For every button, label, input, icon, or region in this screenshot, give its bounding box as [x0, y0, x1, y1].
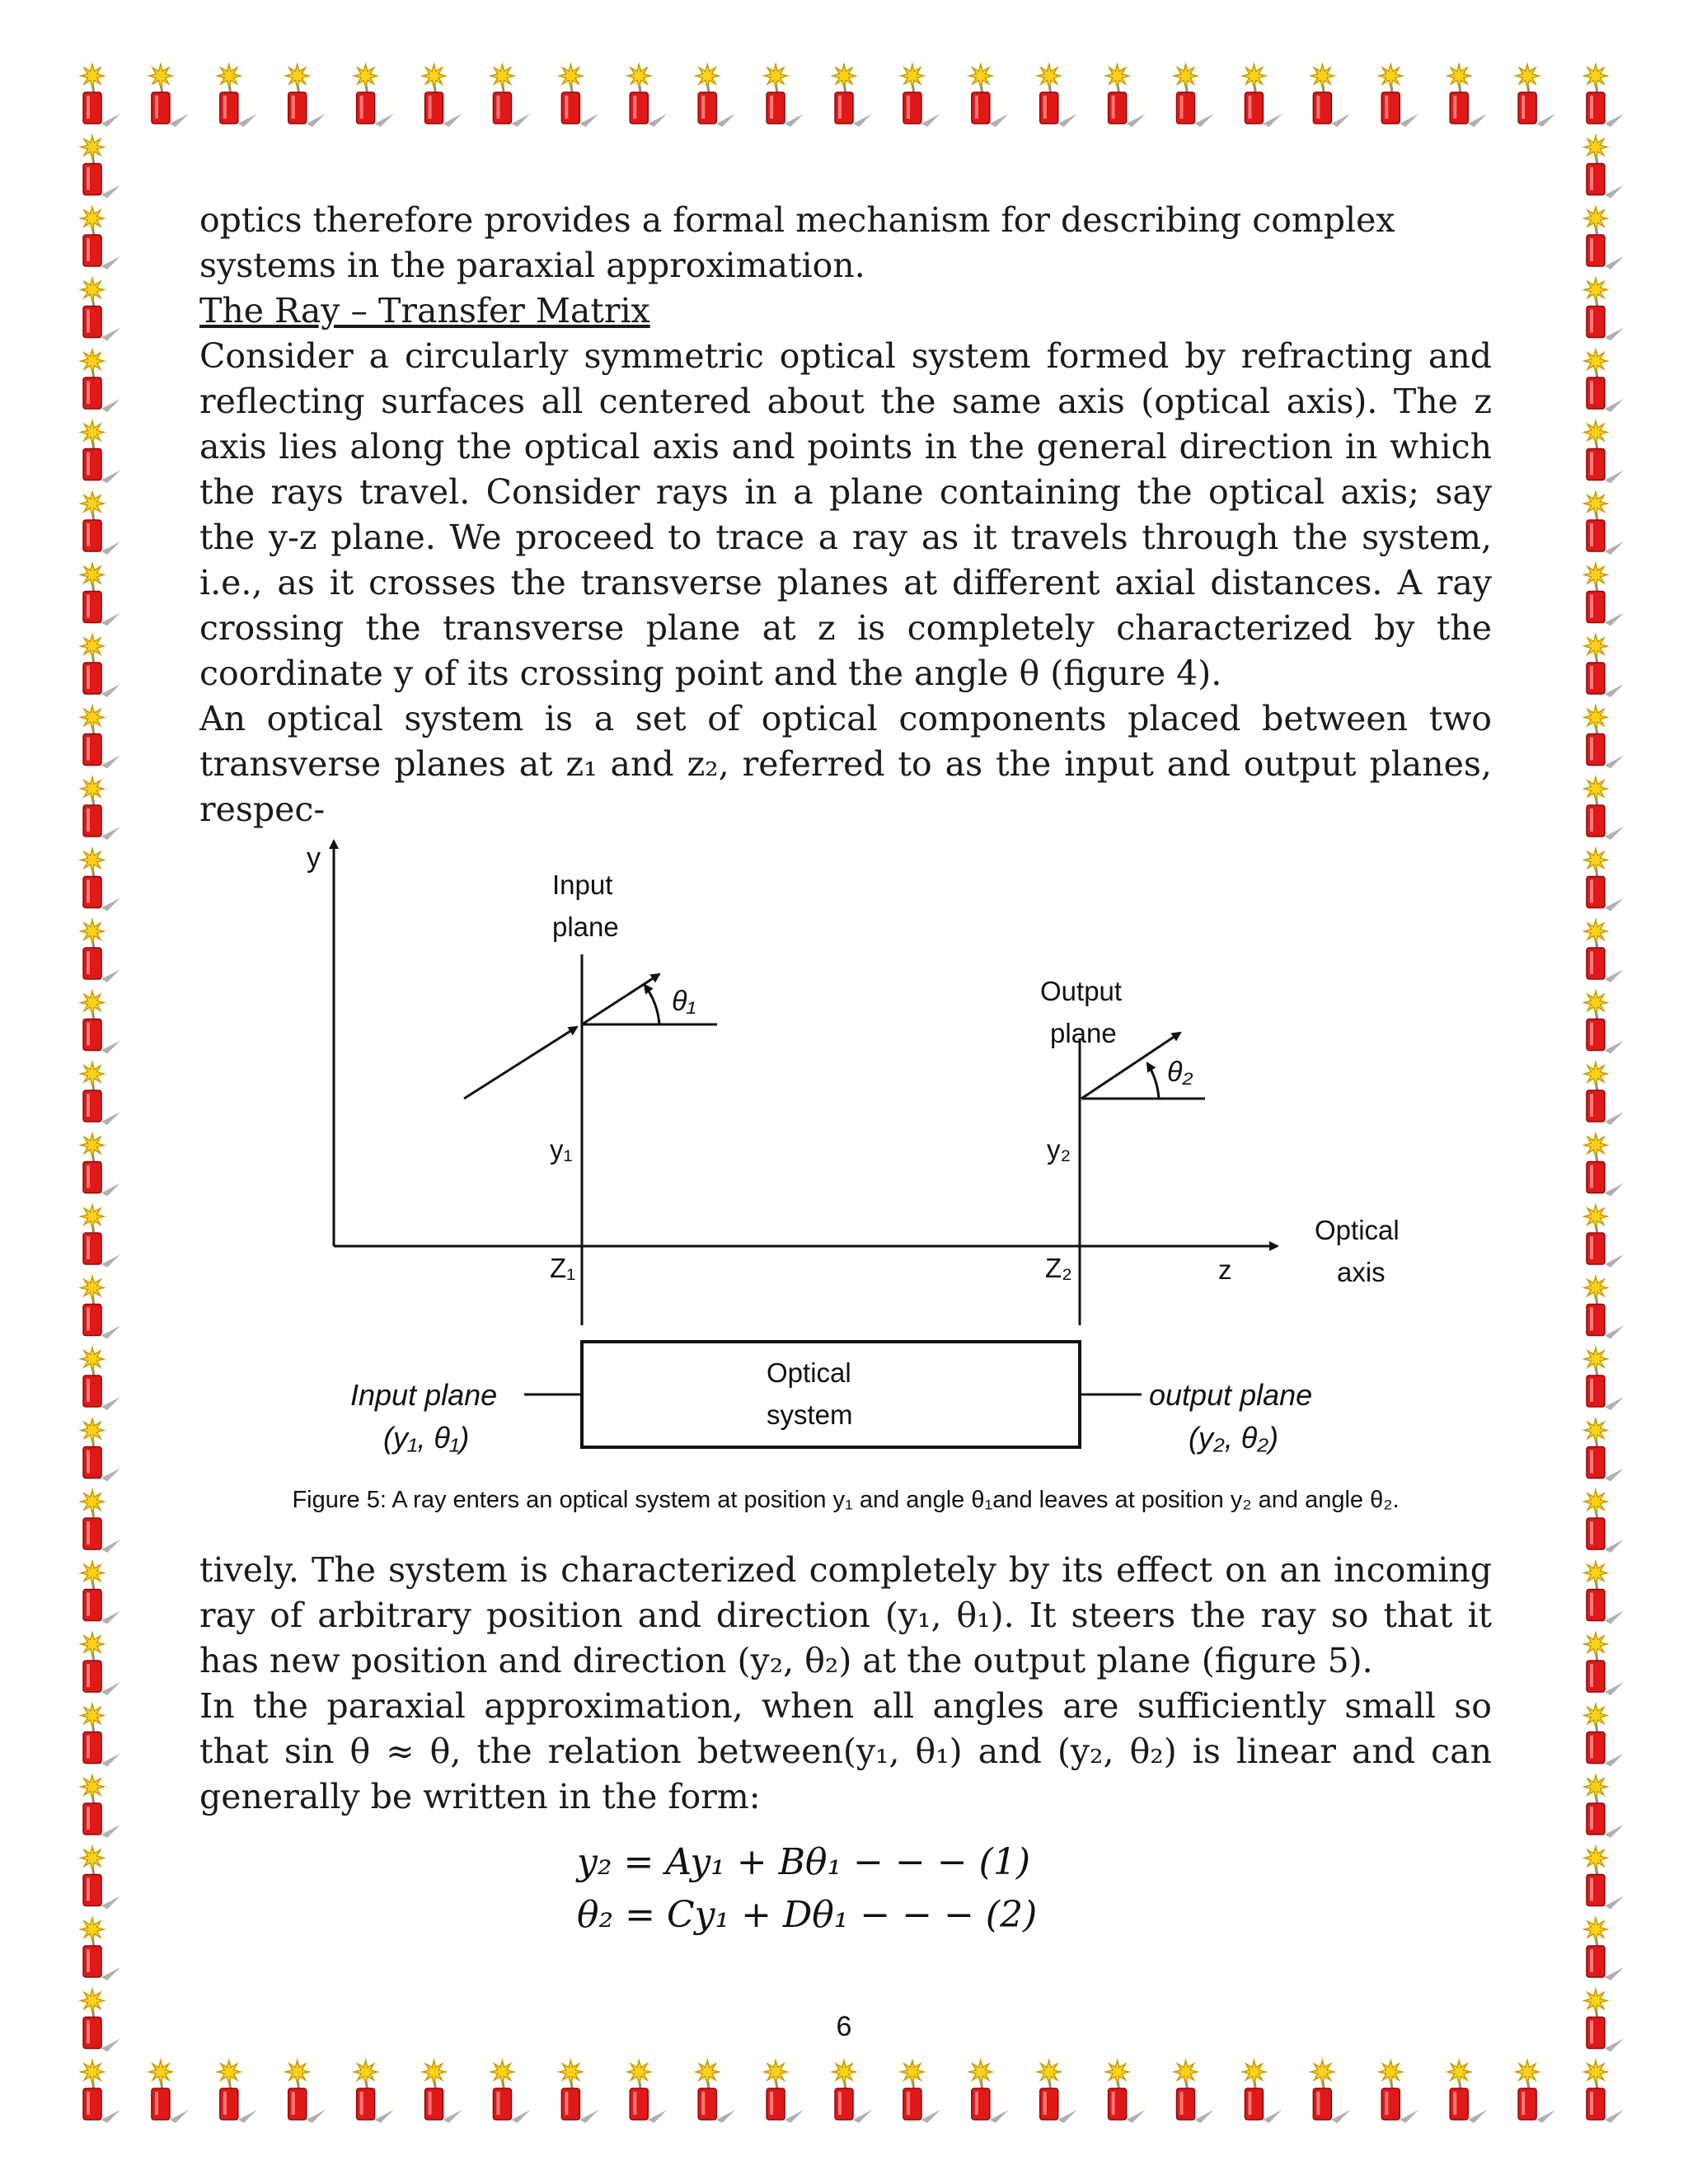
theta-2-label: θ₂ [1167, 1057, 1193, 1088]
optical-system-label-1: Optical [767, 1357, 851, 1388]
body-text-bottom [199, 1548, 1492, 1820]
y2-label: y₂ [1047, 1134, 1071, 1165]
equation-2: θ₂ = Cy₁ + Dθ₁ − − − (2) [577, 1894, 1038, 1936]
output-plane-label-2: plane [1050, 1018, 1117, 1048]
output-plane-caption: output plane [1149, 1378, 1313, 1412]
optical-system-label-2: system [767, 1399, 853, 1430]
ray-1-segment [582, 974, 659, 1024]
input-plane-label-1: Input [552, 869, 613, 900]
angle-arc-2 [1147, 1063, 1159, 1099]
optical-axis-label-1: Optical [1315, 1215, 1400, 1245]
incoming-ray [464, 1027, 577, 1099]
optical-axis-label-2: axis [1337, 1257, 1386, 1287]
figure-caption: Figure 5: A ray enters an optical system at position y₁ and angle θ₁and leaves at position y₂ and angle θ₂. [292, 1487, 1400, 1513]
y1-label: y₁ [550, 1134, 573, 1165]
paragraph-intro: optics therefore provides a formal mechanism for describing complex systems in the paraxial approximation. [199, 200, 1395, 285]
z-axis-label: z [1218, 1254, 1232, 1285]
paragraph-system: An optical system is a set of optical components placed between two transverse planes at z₁ and z₂, referred to as the input and output planes, respec- [199, 699, 1492, 829]
page-number: 6 [836, 2011, 852, 2042]
paragraph-paraxial: In the paraxial approximation, when all angles are sufficiently small so that sin θ ≈ θ, the relation between(y₁, θ₁) and (y₂, θ₂) is linear and can generally be written in the form: [199, 1686, 1492, 1816]
theta-1-label: θ₁ [672, 986, 696, 1017]
section-heading: The Ray – Transfer Matrix [199, 291, 650, 330]
z2-label: Z₂ [1045, 1253, 1072, 1283]
angle-arc-1 [645, 985, 659, 1024]
output-plane-label-1: Output [1040, 976, 1123, 1006]
input-coords: (y₁, θ₁) [383, 1421, 470, 1455]
equation-1: y₂ = Ay₁ + Bθ₁ − − − (1) [577, 1841, 1030, 1883]
z1-label: Z₁ [550, 1253, 576, 1283]
paragraph-ray: Consider a circularly symmetric optical system formed by refracting and reflecting surfaces all centered about the same axis (optical axis). The z axis lies along the optical axis and points in the general direction in which the rays travel. Consider rays in a plane containing the optical axis; say the y-z plane. We proceed to trace a ray as it travels through the system, i.e., as it crosses the transverse planes at different axial distances. A ray crossing the transverse plane at z is completely characterized by the coordinate y of its crossing point and the angle θ (figure 4). [199, 336, 1492, 693]
input-plane-label-2: plane [552, 912, 619, 942]
equations [577, 1836, 1154, 1942]
y-axis-label: y [307, 842, 321, 874]
input-plane-caption: Input plane [350, 1378, 498, 1412]
paragraph-characterized: tively. The system is characterized completely by its effect on an incoming ray of arbitrary position and direction (y₁, θ₁). It steers the ray so that it has new position and direction (y₂, θ₂) at the output plane (figure 5). [199, 1550, 1492, 1680]
output-coords: (y₂, θ₂) [1189, 1421, 1278, 1455]
